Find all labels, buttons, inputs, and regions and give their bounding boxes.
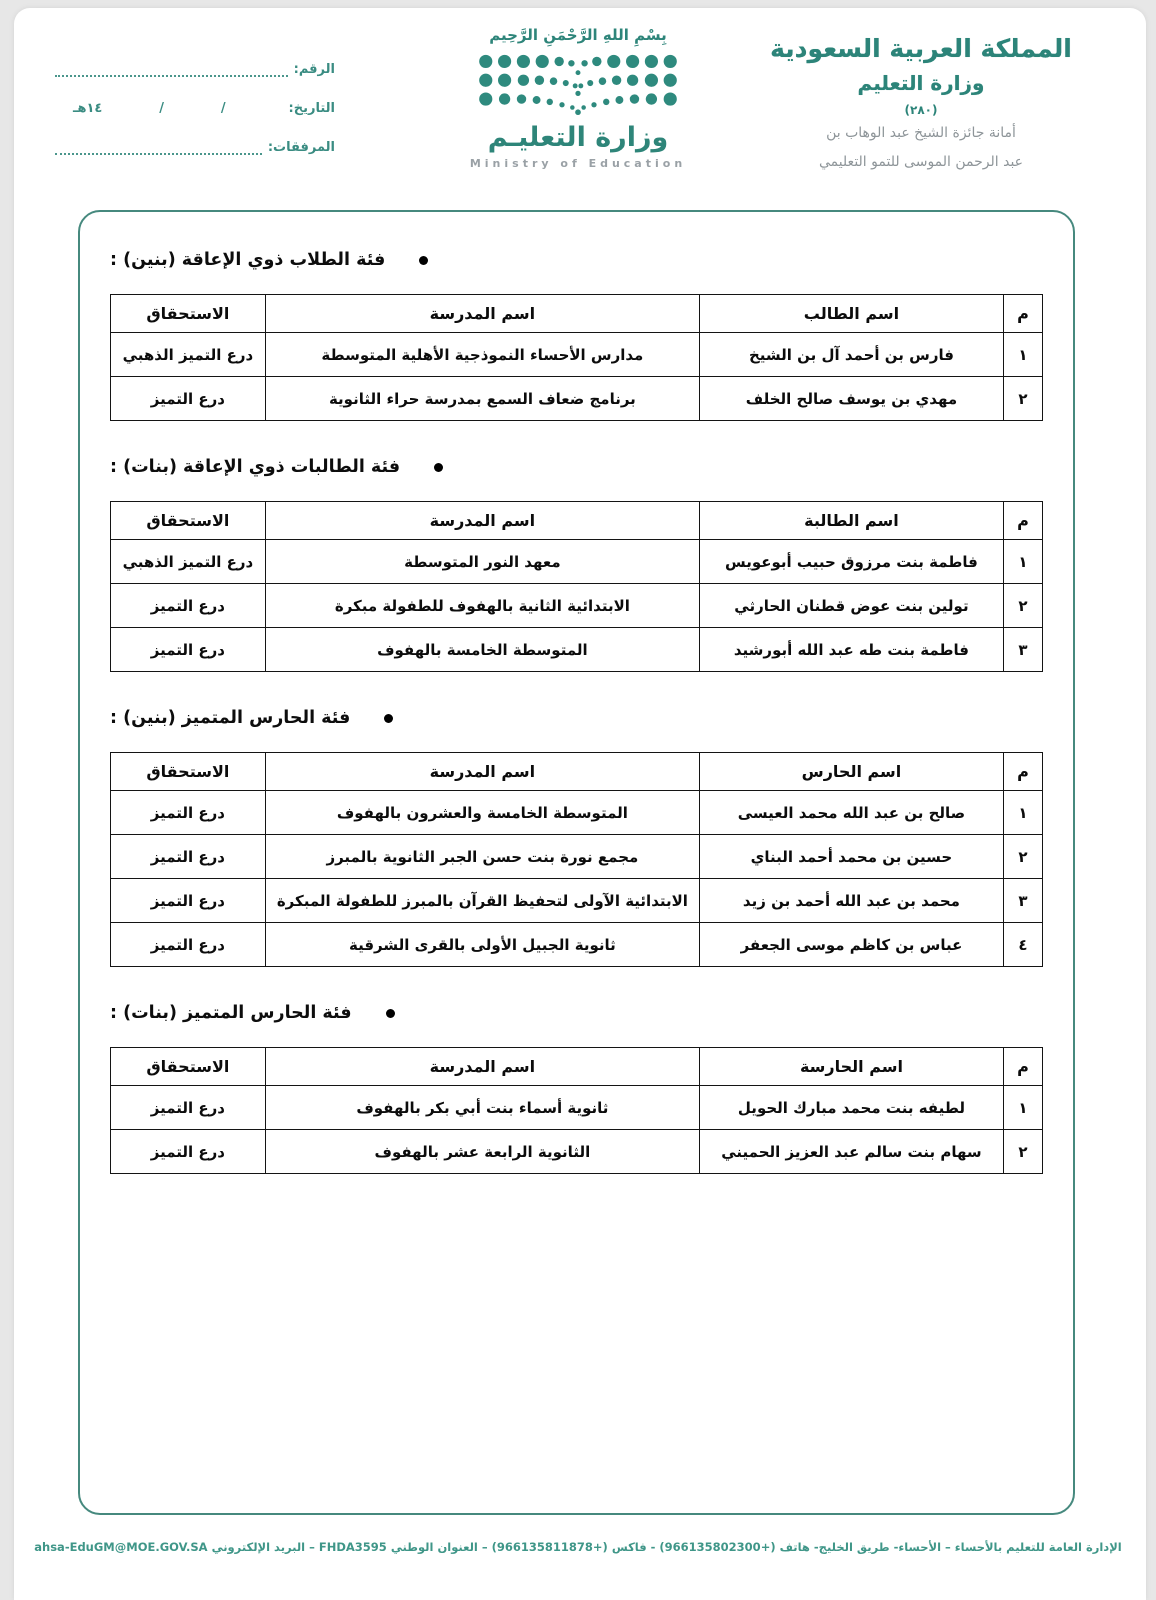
ministry-logo: [453, 26, 703, 170]
table-header-row: [111, 753, 1043, 791]
column-header: الاستحقاق: [111, 502, 266, 540]
table-cell: ١: [1003, 540, 1042, 584]
award-table: [110, 294, 1043, 421]
table-cell: المتوسطة الخامسة والعشرون بالهفوف: [265, 791, 699, 835]
date-slash: /: [220, 101, 226, 116]
bullet-icon: [434, 463, 443, 472]
table-cell: ٢: [1003, 1130, 1042, 1174]
section-title: [110, 457, 931, 477]
award-table: [110, 1047, 1043, 1174]
table-cell: ٢: [1003, 835, 1042, 879]
table-cell: عباس بن كاظم موسى الجعفر: [700, 923, 1004, 967]
attachments-field: [55, 140, 335, 155]
table-cell: صالح بن عبد الله محمد العيسى: [700, 791, 1004, 835]
number-dotted-line: [55, 63, 288, 77]
form-number: (٢٨٠): [904, 103, 938, 117]
award-table: [110, 501, 1043, 672]
ministry-name-arabic: وزارة التعليـم: [487, 122, 669, 153]
column-header: اسم المدرسة: [265, 753, 699, 791]
amana-text: [756, 119, 1086, 178]
amana-line2: عبد الرحمن الموسى للتمو التعليمي: [818, 154, 1024, 171]
table-cell: فاطمة بنت مرزوق حبيب أبوعويس: [700, 540, 1004, 584]
table-cell: ٣: [1003, 628, 1042, 672]
table-row: [111, 628, 1043, 672]
table-row: [111, 835, 1043, 879]
table-cell: درع التميز الذهبي: [111, 540, 266, 584]
bismillah-calligraphy: بِسْمِ اللهِ الرَّحْمَنِ الرَّحِيم: [489, 26, 667, 44]
table-cell: ٢: [1003, 584, 1042, 628]
table-row: [111, 584, 1043, 628]
table-cell: درع التميز: [111, 1130, 266, 1174]
section-title-text: فئة الطلاب ذوي الإعاقة (بنين) :: [110, 250, 386, 270]
table-header-row: [111, 502, 1043, 540]
table-cell: درع التميز: [111, 835, 266, 879]
column-header: م: [1003, 502, 1042, 540]
table-cell: مجمع نورة بنت حسن الجبر الثانوية بالمبرز: [265, 835, 699, 879]
column-header: م: [1003, 1048, 1042, 1086]
table-cell: برنامج ضعاف السمع بمدرسة حراء الثانوية: [265, 377, 699, 421]
table-cell: درع التميز الذهبي: [111, 333, 266, 377]
table-header-row: [111, 1048, 1043, 1086]
table-cell: تولين بنت عوض قطنان الحارثي: [700, 584, 1004, 628]
column-header: م: [1003, 753, 1042, 791]
award-table: [110, 752, 1043, 967]
table-header-row: [111, 295, 1043, 333]
header-fields: [55, 62, 335, 179]
award-section: [110, 250, 1043, 421]
table-cell: ٤: [1003, 923, 1042, 967]
table-cell: الثانوية الرابعة عشر بالهفوف: [265, 1130, 699, 1174]
attachments-dotted-line: [55, 141, 262, 155]
table-cell: مدارس الأحساء النموذجية الأهلية المتوسطة: [265, 333, 699, 377]
table-row: [111, 923, 1043, 967]
table-cell: ٣: [1003, 879, 1042, 923]
column-header: اسم الطالب: [700, 295, 1004, 333]
ministry-name-english: Ministry of Education: [469, 157, 687, 170]
table-row: [111, 1130, 1043, 1174]
table-cell: ١: [1003, 791, 1042, 835]
header-right-block: [756, 34, 1086, 178]
table-cell: معهد النور المتوسطة: [265, 540, 699, 584]
table-cell: درع التميز: [111, 1086, 266, 1130]
date-slash: /: [159, 101, 164, 116]
table-row: [111, 540, 1043, 584]
column-header: الاستحقاق: [111, 295, 266, 333]
table-cell: ١: [1003, 333, 1042, 377]
table-cell: الابتدائية الثانية بالهفوف للطفولة مبكرة: [265, 584, 699, 628]
column-header: الاستحقاق: [111, 1048, 266, 1086]
section-title-text: فئة الحارس المتميز (بنات) :: [110, 1003, 352, 1023]
date-year: ١٤هـ: [73, 101, 103, 116]
column-header: اسم المدرسة: [265, 502, 699, 540]
table-cell: ٢: [1003, 377, 1042, 421]
bullet-icon: [419, 256, 428, 265]
ministry-dots-logo-icon: [473, 52, 683, 116]
table-row: [111, 879, 1043, 923]
content-box: [78, 210, 1075, 1515]
amana-line1: أمانة جائزة الشيخ عبد الوهاب بن: [826, 125, 1016, 141]
column-header: اسم الطالبة: [700, 502, 1004, 540]
section-title-text: فئة الطالبات ذوي الإعاقة (بنات) :: [110, 457, 401, 477]
sections: [110, 250, 1043, 1174]
table-cell: محمد بن عبد الله أحمد بن زيد: [700, 879, 1004, 923]
table-cell: درع التميز: [111, 923, 266, 967]
date-field: [55, 101, 335, 116]
bullet-icon: [386, 1009, 395, 1018]
number-label: الرقم:: [293, 62, 335, 77]
column-header: اسم الحارسة: [700, 1048, 1004, 1086]
section-title: [110, 250, 931, 270]
award-section: [110, 708, 1043, 967]
section-title-text: فئة الحارس المتميز (بنين) :: [110, 708, 351, 728]
bullet-icon: [384, 714, 393, 723]
table-row: [111, 791, 1043, 835]
table-cell: فارس بن أحمد آل بن الشيخ: [700, 333, 1004, 377]
table-cell: ثانوية أسماء بنت أبي بكر بالهفوف: [265, 1086, 699, 1130]
table-cell: ثانوية الجبيل الأولى بالقرى الشرقية: [265, 923, 699, 967]
attachments-label: المرفقات:: [267, 140, 335, 155]
table-row: [111, 333, 1043, 377]
kingdom-calligraphy: المملكة العربية السعودية: [770, 34, 1072, 63]
ministry-calligraphy: وزارة التعليم: [857, 71, 985, 95]
table-cell: درع التميز: [111, 879, 266, 923]
table-cell: الابتدائية الآولى لتحفيظ القرآن بالمبرز للطفولة المبكرة: [265, 879, 699, 923]
column-header: اسم المدرسة: [265, 1048, 699, 1086]
table-cell: فاطمة بنت طه عبد الله أبورشيد: [700, 628, 1004, 672]
table-cell: درع التميز: [111, 791, 266, 835]
table-cell: درع التميز: [111, 628, 266, 672]
date-label: التاريخ:: [288, 101, 335, 116]
table-cell: لطيفه بنت محمد مبارك الحويل: [700, 1086, 1004, 1130]
table-cell: درع التميز: [111, 377, 266, 421]
table-cell: ١: [1003, 1086, 1042, 1130]
award-section: [110, 457, 1043, 672]
column-header: الاستحقاق: [111, 753, 266, 791]
table-row: [111, 1086, 1043, 1130]
table-cell: المتوسطة الخامسة بالهفوف: [265, 628, 699, 672]
table-row: [111, 377, 1043, 421]
footer-contact-line: الإدارة العامة للتعليم بالأحساء – الأحساء- طريق الخليج- هاتف (+966135802300) - فاكس (+966135811878) – العنوان الوطني FHDA3595 – البريد الإلكتروني ahsa-EduGM@MOE.GOV.SA: [34, 1540, 1122, 1554]
table-cell: حسين بن محمد أحمد البناي: [700, 835, 1004, 879]
section-title: [110, 708, 931, 728]
table-cell: سهام بنت سالم عبد العزيز الحميني: [700, 1130, 1004, 1174]
table-cell: درع التميز: [111, 584, 266, 628]
number-field: [55, 62, 335, 77]
table-cell: مهدي بن يوسف صالح الخلف: [700, 377, 1004, 421]
section-title: [110, 1003, 931, 1023]
column-header: اسم المدرسة: [265, 295, 699, 333]
column-header: م: [1003, 295, 1042, 333]
column-header: اسم الحارس: [700, 753, 1004, 791]
award-section: [110, 1003, 1043, 1174]
